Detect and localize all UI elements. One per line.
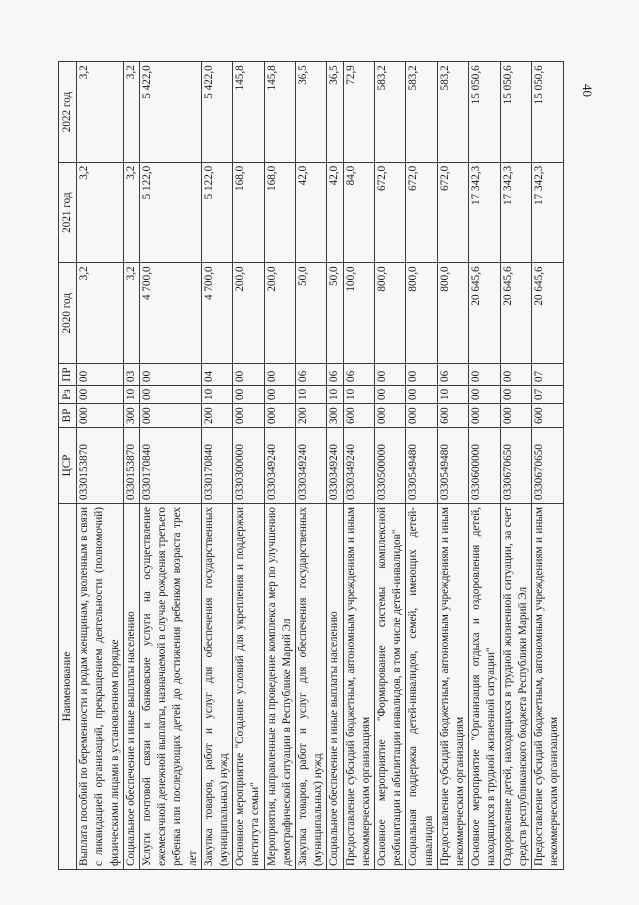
row-pr: 00 — [500, 364, 531, 386]
row-vr: 200 — [201, 404, 232, 428]
table-row — [123, 62, 139, 870]
header-2022: 2022 год — [59, 62, 77, 163]
table-row — [233, 62, 264, 870]
row-rz: 00 — [77, 386, 124, 404]
row-name: Закупка товаров, работ и услуг для обеспечения государственных (муниципальных) нужд — [296, 504, 327, 870]
row-csr: 0330349240 — [264, 428, 295, 504]
row-rz: 00 — [375, 386, 406, 404]
row-2021: 17 342,3 — [500, 162, 531, 263]
row-vr: 300 — [123, 404, 139, 428]
row-2021: 42,0 — [296, 162, 327, 263]
row-2020: 800,0 — [437, 263, 468, 364]
row-csr: 0330349240 — [327, 428, 343, 504]
row-2022: 583,2 — [375, 62, 406, 163]
row-vr: 600 — [532, 404, 563, 428]
row-csr: 0330670650 — [532, 428, 563, 504]
row-pr: 06 — [437, 364, 468, 386]
row-2020: 100,0 — [343, 263, 374, 364]
row-name: Выплата пособий по беременности и родам женщинам, уволенным в связи с ликвидацией организаций, прекращением деятельности (полномочий) физическими лицами в установленном порядке — [77, 504, 124, 870]
table-header-row — [59, 62, 77, 870]
row-2021: 17 342,3 — [532, 162, 563, 263]
row-2020: 20 645,6 — [532, 263, 563, 364]
row-rz: 10 — [437, 386, 468, 404]
row-2020: 20 645,6 — [500, 263, 531, 364]
row-2022: 36,5 — [296, 62, 327, 163]
budget-table — [58, 61, 564, 870]
row-2020: 200,0 — [264, 263, 295, 364]
row-rz: 00 — [469, 386, 500, 404]
row-name: Основное мероприятие "Создание условий для укрепления и поддержки института семьи" — [233, 504, 264, 870]
row-csr: 0330349240 — [343, 428, 374, 504]
row-pr: 00 — [375, 364, 406, 386]
row-2022: 3,2 — [123, 62, 139, 163]
row-vr: 000 — [406, 404, 437, 428]
row-2022: 145,8 — [233, 62, 264, 163]
row-csr: 0330549480 — [437, 428, 468, 504]
table-row — [296, 62, 327, 870]
row-rz: 10 — [123, 386, 139, 404]
row-csr: 0330600000 — [469, 428, 500, 504]
row-pr: 00 — [77, 364, 124, 386]
row-2021: 672,0 — [437, 162, 468, 263]
row-pr: 00 — [140, 364, 202, 386]
row-csr: 0330153870 — [77, 428, 124, 504]
row-csr: 0330170840 — [201, 428, 232, 504]
row-2022: 36,5 — [327, 62, 343, 163]
row-csr: 0330670650 — [500, 428, 531, 504]
row-pr: 06 — [343, 364, 374, 386]
row-2022: 583,2 — [406, 62, 437, 163]
row-vr: 000 — [500, 404, 531, 428]
row-name: Услуги почтовой связи и банковские услуги на осуществление ежемесячной денежной выплаты, назначаемой в случае рождения третьего ребенка или последующих детей до достижения ребенком возраста трех лет — [140, 504, 202, 870]
row-name: Оздоровление детей, находящихся в трудной жизненной ситуации, за счет средств республиканского бюджета Республики Марий Эл — [500, 504, 531, 870]
table-row — [375, 62, 406, 870]
row-vr: 000 — [469, 404, 500, 428]
row-2022: 72,9 — [343, 62, 374, 163]
row-2021: 168,0 — [233, 162, 264, 263]
table-row — [77, 62, 124, 870]
row-pr: 06 — [296, 364, 327, 386]
header-rz: Рз — [59, 386, 77, 404]
row-pr: 00 — [264, 364, 295, 386]
table-row — [532, 62, 563, 870]
row-name: Социальная поддержка детей-инвалидов, семей, имеющих детей-инвалидов — [406, 504, 437, 870]
row-pr: 04 — [201, 364, 232, 386]
header-vr: ВР — [59, 404, 77, 428]
row-vr: 600 — [343, 404, 374, 428]
table-row — [343, 62, 374, 870]
row-csr: 0330500000 — [375, 428, 406, 504]
row-2021: 5 122,0 — [140, 162, 202, 263]
header-csr: ЦСР — [59, 428, 77, 504]
row-2022: 15 050,6 — [469, 62, 500, 163]
budget-table-container — [58, 62, 586, 870]
row-csr: 0330549480 — [406, 428, 437, 504]
table-row — [264, 62, 295, 870]
row-rz: 07 — [532, 386, 563, 404]
row-name: Основное мероприятие "Организация отдыха и оздоровления детей, находящихся в трудной жизненной ситуации" — [469, 504, 500, 870]
row-rz: 10 — [201, 386, 232, 404]
row-2022: 583,2 — [437, 62, 468, 163]
row-csr: 0330349240 — [296, 428, 327, 504]
row-2022: 15 050,6 — [500, 62, 531, 163]
row-rz: 00 — [500, 386, 531, 404]
table-row — [437, 62, 468, 870]
row-2021: 3,2 — [123, 162, 139, 263]
row-csr: 0330300000 — [233, 428, 264, 504]
row-2022: 3,2 — [77, 62, 124, 163]
table-row — [327, 62, 343, 870]
table-row — [469, 62, 500, 870]
row-rz: 00 — [264, 386, 295, 404]
row-2020: 800,0 — [406, 263, 437, 364]
row-rz: 10 — [343, 386, 374, 404]
row-vr: 000 — [264, 404, 295, 428]
row-name: Предоставление субсидий бюджетным, автономным учреждениям и иным некоммерческим организациям — [437, 504, 468, 870]
table-row — [140, 62, 202, 870]
row-name: Предоставление субсидий бюджетным, автономным учреждениям и иным некоммерческим организациям — [343, 504, 374, 870]
row-2022: 5 422,0 — [140, 62, 202, 163]
row-pr: 03 — [123, 364, 139, 386]
table-row — [406, 62, 437, 870]
row-name: Социальное обеспечение и иные выплаты населению — [327, 504, 343, 870]
row-2020: 4 700,0 — [140, 263, 202, 364]
row-vr: 000 — [233, 404, 264, 428]
row-rz: 10 — [296, 386, 327, 404]
row-rz: 00 — [140, 386, 202, 404]
row-name: Предоставление субсидий бюджетным, автономным учреждениям и иным некоммерческим организациям — [532, 504, 563, 870]
row-pr: 06 — [327, 364, 343, 386]
row-name: Мероприятия, направленные на проведение комплекса мер по улучшению демографической ситуации в Республике Марий Эл — [264, 504, 295, 870]
row-2020: 200,0 — [233, 263, 264, 364]
row-2021: 17 342,3 — [469, 162, 500, 263]
row-vr: 200 — [296, 404, 327, 428]
row-pr: 00 — [233, 364, 264, 386]
row-vr: 300 — [327, 404, 343, 428]
row-2022: 15 050,6 — [532, 62, 563, 163]
row-2020: 4 700,0 — [201, 263, 232, 364]
row-rz: 00 — [406, 386, 437, 404]
row-csr: 0330170840 — [140, 428, 202, 504]
row-vr: 600 — [437, 404, 468, 428]
row-2020: 800,0 — [375, 263, 406, 364]
row-2022: 5 422,0 — [201, 62, 232, 163]
row-2020: 50,0 — [296, 263, 327, 364]
row-name: Закупка товаров, работ и услуг для обеспечения государственных (муниципальных) нужд — [201, 504, 232, 870]
row-2021: 672,0 — [375, 162, 406, 263]
page-number: 40 — [580, 84, 595, 97]
row-vr: 000 — [375, 404, 406, 428]
row-2021: 168,0 — [264, 162, 295, 263]
row-2022: 145,8 — [264, 62, 295, 163]
table-row — [500, 62, 531, 870]
row-2021: 84,0 — [343, 162, 374, 263]
row-2021: 3,2 — [77, 162, 124, 263]
row-csr: 0330153870 — [123, 428, 139, 504]
header-2020: 2020 год — [59, 263, 77, 364]
row-2020: 3,2 — [77, 263, 124, 364]
row-pr: 00 — [469, 364, 500, 386]
row-pr: 00 — [406, 364, 437, 386]
header-pr: ПР — [59, 364, 77, 386]
table-row — [201, 62, 232, 870]
row-2021: 42,0 — [327, 162, 343, 263]
header-name: Наименование — [59, 504, 77, 870]
row-vr: 000 — [140, 404, 202, 428]
row-2020: 20 645,6 — [469, 263, 500, 364]
row-rz: 00 — [233, 386, 264, 404]
row-2021: 672,0 — [406, 162, 437, 263]
row-pr: 07 — [532, 364, 563, 386]
row-name: Социальное обеспечение и иные выплаты населению — [123, 504, 139, 870]
row-name: Основное мероприятие "Формирование системы комплексной реабилитации и абилитации инвалидов, в том числе детей-инвалидов" — [375, 504, 406, 870]
row-rz: 10 — [327, 386, 343, 404]
row-2020: 50,0 — [327, 263, 343, 364]
row-2020: 3,2 — [123, 263, 139, 364]
row-vr: 000 — [77, 404, 124, 428]
row-2021: 5 122,0 — [201, 162, 232, 263]
header-2021: 2021 год — [59, 162, 77, 263]
